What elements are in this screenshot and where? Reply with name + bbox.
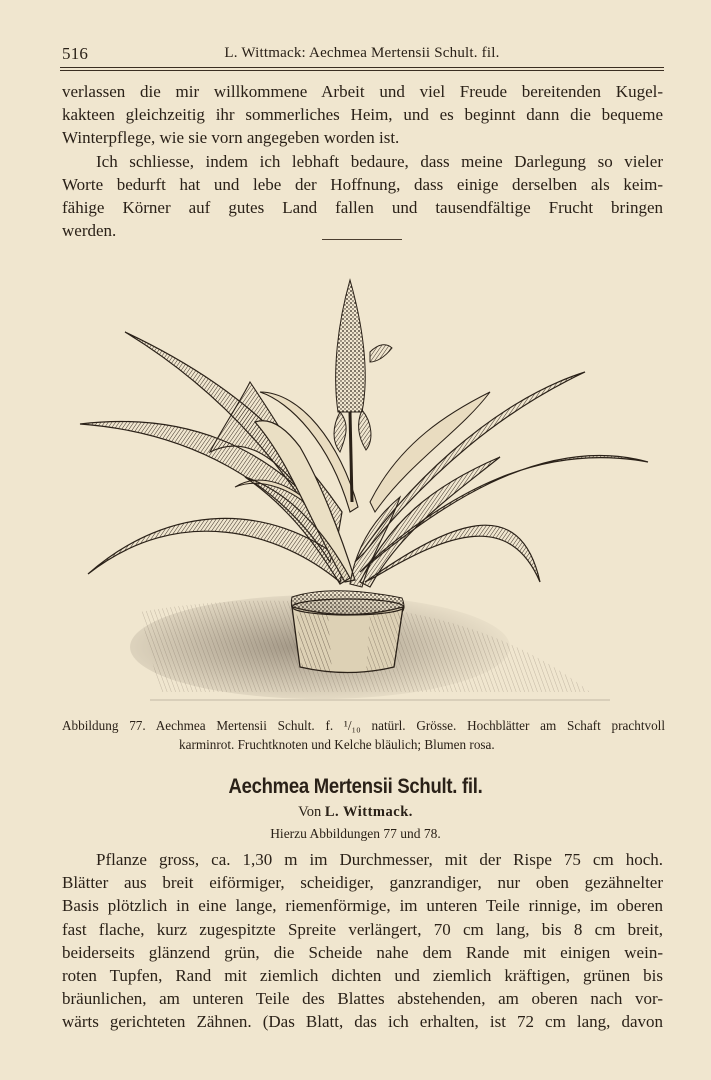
article-title: Aechmea Mertensii Schult. fil. (228, 775, 483, 798)
text-line: beiderseits glänzend grün, die Scheide nahe dem Rande mit einigen wein- (62, 942, 663, 962)
figure-reference: Hierzu Abbildungen 77 und 78. (270, 826, 441, 841)
header-rule-double (60, 70, 664, 71)
caption-line-1: Abbildung 77. Aechmea Mertensii Schult. f. ¹/₁₀ natürl. Grösse. Hochblätter am Schaft prachtvoll (62, 718, 665, 733)
section-separator (322, 239, 402, 240)
text-line: kakteen gleichzeitig ihr sommerliches Heim, und es beginnt dann die bequeme (62, 105, 663, 125)
text-line: werden. (62, 221, 117, 241)
text-line: fast flache, kurz zugespitzte Spreite verlängert, 70 cm lang, bis 8 cm breit, (62, 919, 663, 939)
text-line: verlassen die mir willkommene Arbeit und viel Freude bereitenden Kugel- (62, 82, 663, 101)
byline-prefix: Von (298, 804, 325, 820)
text-line: roten Tupfen, Rand mit ziemlich dichten und ziemlich kräftigen, grünen bis (62, 965, 663, 985)
intro-paragraphs (62, 80, 663, 242)
text-line: Ich schliesse, indem ich lebhaft bedaure, dass meine Darlegung so vieler (96, 151, 663, 171)
author-name: L. Wittmack. (324, 804, 413, 820)
text-line: fähige Körner auf gutes Land fallen und tausendfältige Frucht bringen (62, 197, 663, 217)
text-line: Basis plötzlich in eine lange, riemenförmige, im unteren Teile rinnige, im oberen (62, 896, 663, 916)
text-line: wärts gerichteten Zähnen. (Das Blatt, das ich erhalten, ist 72 cm lang, davon (62, 1012, 663, 1032)
header-rule (60, 67, 664, 68)
text-line: Worte bedurft hat und lebe der Hoffnung, dass einige derselben als keim- (62, 174, 663, 194)
byline (0, 804, 711, 821)
caption-line-2: karminrot. Fruchtknoten und Kelche bläulich; Blumen rosa. (179, 737, 495, 752)
running-head (62, 42, 662, 66)
plant-illustration (70, 262, 660, 710)
text-line: bräunlichen, am unteren Teile des Blattes abstehenden, am oberen nach vor- (62, 989, 663, 1009)
text-line: Blätter aus breit eiförmiger, scheidiger, ganzrandiger, nur oben gezähnelter (62, 873, 663, 893)
page-number: 516 (62, 44, 89, 63)
text-line: Pflanze gross, ca. 1,30 m im Durchmesser, mit der Rispe 75 cm hoch. (96, 850, 663, 869)
aechmea-engraving (70, 262, 660, 710)
running-title: L. Wittmack: Aechmea Mertensii Schult. fil. (224, 45, 500, 61)
article-body (62, 848, 663, 1034)
figure-caption (62, 716, 665, 754)
text-line: Winterpflege, wie sie vorn angegeben worden ist. (62, 128, 400, 148)
